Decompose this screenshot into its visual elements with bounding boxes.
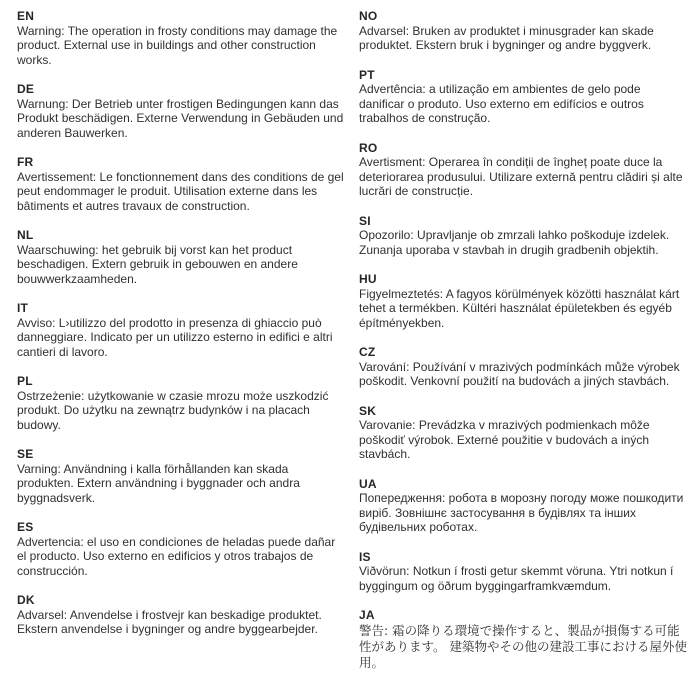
lang-section-pt xyxy=(359,68,689,126)
lang-section-no xyxy=(359,9,689,53)
lang-code-ua: UA xyxy=(359,476,377,491)
lang-section-fr xyxy=(17,155,345,213)
lang-section-ua xyxy=(359,477,689,535)
warning-text-de: Warnung: Der Betrieb unter frostigen Bedingungen kann das Produkt beschädigen. Externe Verwendung in Gebäuden und anderen Bauwerken. xyxy=(17,96,344,140)
lang-code-cz: CZ xyxy=(359,345,376,359)
lang-section-pl xyxy=(17,374,345,432)
lang-code-sk: SK xyxy=(359,403,377,418)
warning-text-ua: Попередження: робота в морозну погоду може пошкодити виріб. Зовнішнє застосування в будівлях та інших будівельних роботах. xyxy=(359,491,684,534)
lang-section-it xyxy=(17,301,345,359)
lang-code-it: IT xyxy=(17,301,29,315)
lang-code-ro: RO xyxy=(359,140,378,155)
warning-text-nl: Waarschuwing: het gebruik bij vorst kan het product beschadigen. Extern gebruik in gebouwen en andere bouwwerkzaamheden. xyxy=(17,242,298,286)
lang-section-en xyxy=(17,9,345,67)
lang-section-nl xyxy=(17,228,345,286)
lang-section-se xyxy=(17,447,345,505)
warning-text-en: Warning: The operation in frosty conditions may damage the product. External use in buildings and other construction works. xyxy=(17,23,338,67)
lang-code-si: SI xyxy=(359,213,371,228)
warning-text-cz: Varování: Používání v mrazivých podmínkách může výrobek poškodit. Venkovní použití na budovách a jiných stavbách. xyxy=(359,359,680,388)
left-column xyxy=(17,9,345,652)
warning-text-se: Varning: Användning i kalla förhållanden kan skada produkten. Extern användning i byggnader och andra byggnadsverk. xyxy=(17,461,300,505)
warning-text-pt: Advertência: a utilização em ambientes de gelo pode danificar o produto. Uso externo em edifícios e outros trabalhos de construção. xyxy=(359,82,644,125)
lang-section-hu xyxy=(359,272,689,330)
warning-text-pl: Ostrzeżenie: użytkowanie w czasie mrozu może uszkodzić produkt. Do użytku na zewnątrz budynków i na placach budowy. xyxy=(17,388,329,432)
lang-section-ja xyxy=(359,608,689,671)
lang-code-ja: JA xyxy=(359,608,375,622)
lang-code-dk: DK xyxy=(17,593,35,607)
lang-section-si xyxy=(359,214,689,258)
warning-text-ja: 警告: 霜の降りる環境で操作すると、製品が損傷する可能性があります。 建築物やその他の建設工事における屋外使用。 xyxy=(359,622,687,670)
lang-code-no: NO xyxy=(359,9,378,23)
lang-code-hu: HU xyxy=(359,272,377,286)
warning-text-sk: Varovanie: Prevádzka v mrazivých podmienkach môže poškodiť výrobok. Externé použitie v budovách a iných stavbách. xyxy=(359,418,650,461)
lang-section-es xyxy=(17,520,345,578)
lang-section-de xyxy=(17,82,345,140)
lang-code-fr: FR xyxy=(17,155,34,169)
warning-text-hu: Figyelmeztetés: A fagyos körülmények közötti használat kárt tehet a termékben. Kültéri használat épületekben és egyéb építményekben. xyxy=(359,286,680,330)
warning-text-fr: Avertissement: Le fonctionnement dans des conditions de gel peut endommager le produit. Utilisation externe dans les bâtiments et autres travaux de construction. xyxy=(17,169,344,213)
lang-code-es: ES xyxy=(17,520,34,534)
lang-code-pt: PT xyxy=(359,67,375,82)
right-column xyxy=(359,9,689,686)
lang-section-cz xyxy=(359,345,689,389)
warning-text-it: Avviso: L›utilizzo del prodotto in presenza di ghiaccio può danneggiare. Indicato per un utilizzo esterno in edifici e altri cantieri di lavoro. xyxy=(17,315,333,359)
warning-text-es: Advertencia: el uso en condiciones de heladas puede dañar el producto. Uso externo en edificios y otros trabajos de construcción. xyxy=(17,534,336,578)
lang-section-ro xyxy=(359,141,689,199)
warning-text-no: Advarsel: Bruken av produktet i minusgrader kan skade produktet. Ekstern bruk i bygninger og andre byggverk. xyxy=(359,23,654,52)
lang-section-sk xyxy=(359,404,689,462)
warning-text-is: Viðvörun: Notkun í frosti getur skemmt vöruna. Ytri notkun í byggingum og öðrum byggingarframkvæmdum. xyxy=(359,564,674,593)
lang-section-is xyxy=(359,550,689,594)
lang-code-is: IS xyxy=(359,549,371,564)
lang-section-dk xyxy=(17,593,345,637)
warning-text-ro: Avertisment: Operarea în condiții de îngheț poate duce la deteriorarea produsului. Utilizare externă pentru clădiri și alte lucrări de construcție. xyxy=(359,155,683,198)
lang-code-de: DE xyxy=(17,82,35,96)
lang-code-en: EN xyxy=(17,9,35,23)
warning-text-dk: Advarsel: Anvendelse i frostvejr kan beskadige produktet. Ekstern anvendelse i bygninger og andre byggearbejder. xyxy=(17,607,322,636)
lang-code-nl: NL xyxy=(17,228,34,242)
lang-code-pl: PL xyxy=(17,374,33,388)
warning-text-si: Opozorilo: Upravljanje ob zmrzali lahko poškoduje izdelek. Zunanja uporaba v stavbah in drugih gradbenih objektih. xyxy=(359,228,670,257)
lang-code-se: SE xyxy=(17,447,34,461)
